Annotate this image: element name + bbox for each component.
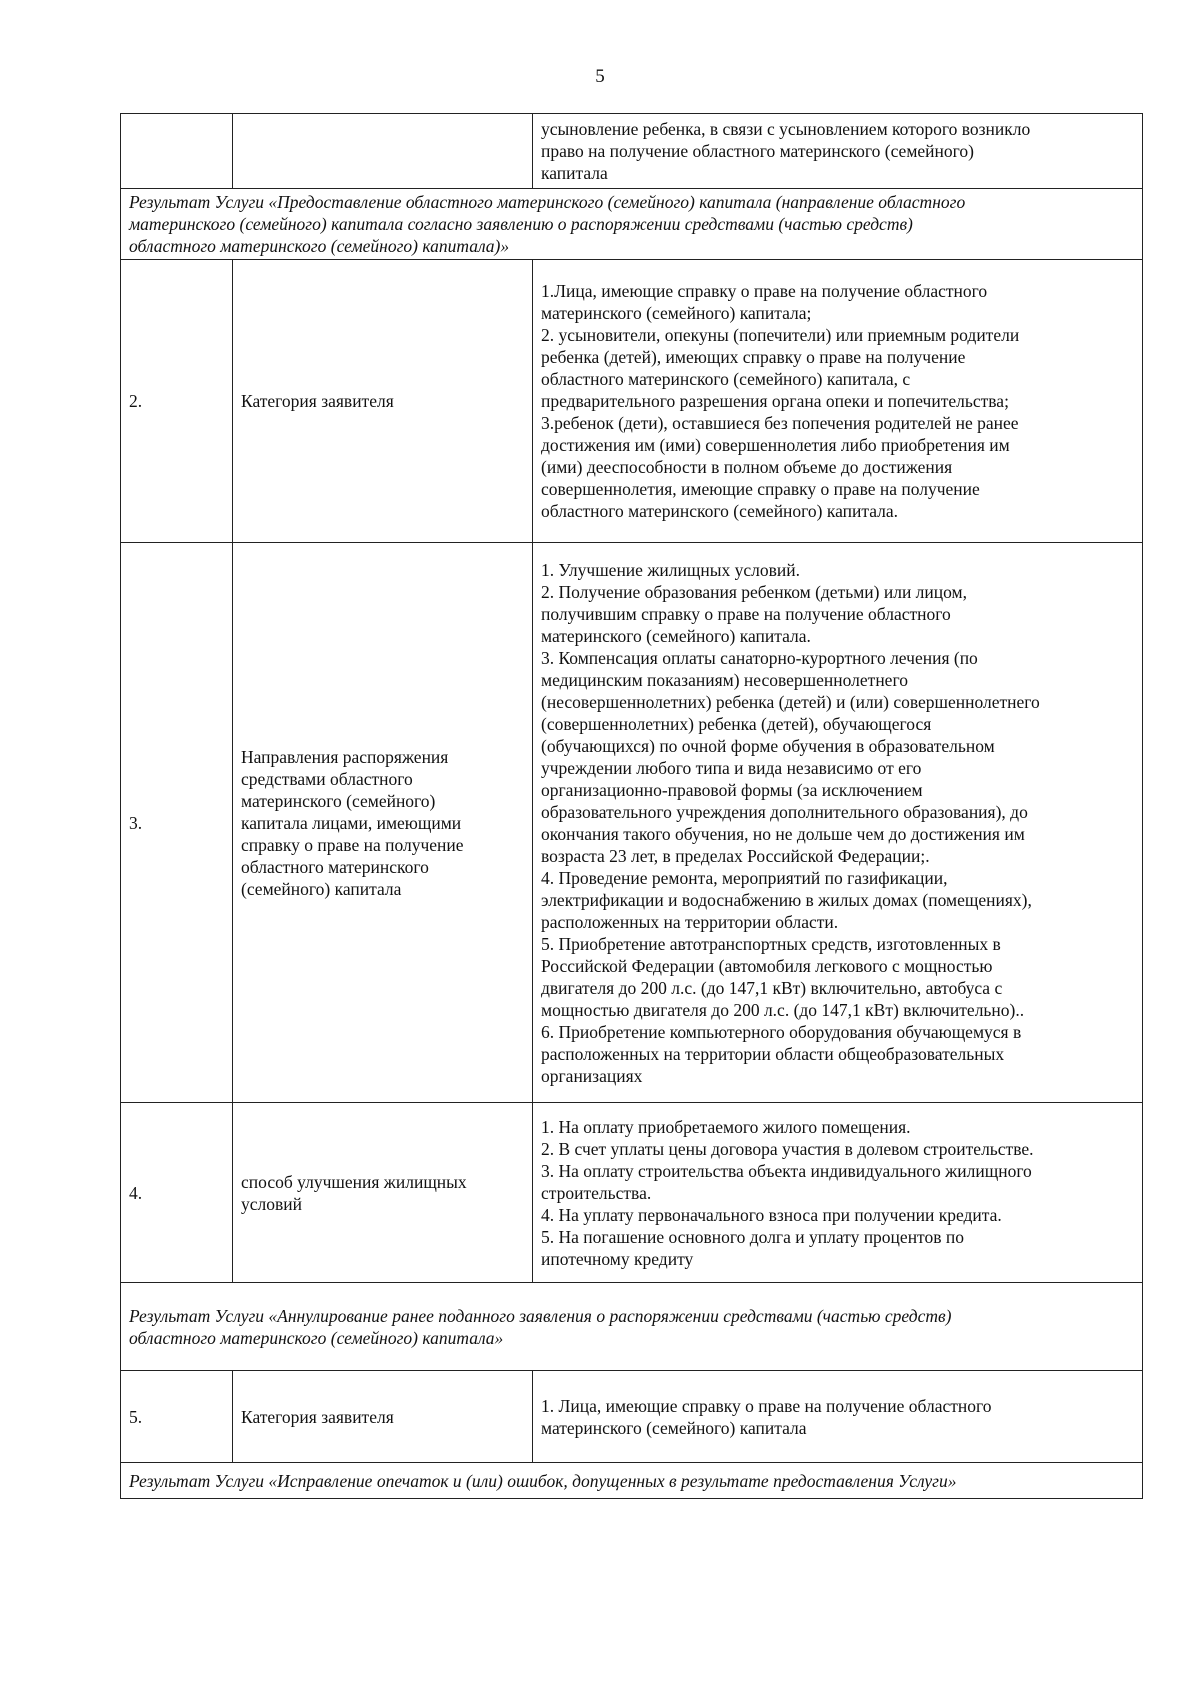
row-label: Категория заявителя [233,1371,533,1463]
section-header-annulment [121,1283,1143,1371]
row-content: 1. Лица, имеющие справку о праве на получение областного материнского (семейного) капитала [533,1371,1143,1463]
service-results-table [120,113,1142,1499]
num-cell [121,114,233,189]
row-number: 2. [121,260,233,543]
row-label: Направления распоряжения средствами областного материнского (семейного) капитала лицами, имеющими справку о праве на получение областного материнского (семейного) капитала [233,543,533,1103]
section-header-provision [121,189,1143,260]
section-title: Результат Услуги «Предоставление областного материнского (семейного) капитала (направление областного материнского (семейного) капитала согласно заявлению о распоряжении средствами (частью средств) областного материнского (семейного) капитала)» [121,189,1143,260]
row-number: 4. [121,1103,233,1283]
table-row-2 [121,260,1143,543]
page-number: 5 [595,66,605,87]
section-title: Результат Услуги «Исправление опечаток и (или) ошибок, допущенных в результате предоставления Услуги» [121,1463,1143,1499]
section-title: Результат Услуги «Аннулирование ранее поданного заявления о распоряжении средствами (частью средств) областного материнского (семейного) капитала» [121,1283,1143,1371]
table-row-5 [121,1371,1143,1463]
section-header-corrections [121,1463,1143,1499]
row-number: 3. [121,543,233,1103]
label-cell [233,114,533,189]
row-content: 1. На оплату приобретаемого жилого помещения. 2. В счет уплаты цены договора участия в долевом строительстве. 3. На оплату строительства объекта индивидуального жилищного строительства. 4. На уплату первоначального взноса при получении кредита. 5. На погашение основного долга и уплату процентов по ипотечному кредиту [533,1103,1143,1283]
row-content: 1. Улучшение жилищных условий. 2. Получение образования ребенком (детьми) или лицом, получившим справку о праве на получение областного материнского (семейного) капитала. 3. Компенсация оплаты санаторно-курортного лечения (по медицинским показаниям) несовершеннолетнего (несовершеннолетних) ребенка (детей) и (или) совершеннолетнего (совершеннолетних) ребенка (детей), обучающегося (обучающихся) по очной форме обучения в образовательном учреждении любого типа и вида независимо от его организационно-правовой формы (за исключением образовательного учреждения дополнительного образования), до окончания такого обучения, но не дольше чем до достижения им возраста 23 лет, в пределах Российской Федерации;. 4. Проведение ремонта, мероприятий по газификации, электрификации и водоснабжению в жилых домах (помещениях), расположенных на территории области. 5. Приобретение автотранспортных средств, изготовленных в Российской Федерации (автомобиля легкового с мощностью двигателя до 200 л.с. (до 147,1 кВт) включительно, автобуса с мощностью двигателя до 200 л.с. (до 147,1 кВт) включительно).. 6. Приобретение компьютерного оборудования обучающемуся в расположенных на территории области общеобразовательных организациях [533,543,1143,1103]
row-content: 1.Лица, имеющие справку о праве на получение областного материнского (семейного) капитала; 2. усыновители, опекуны (попечители) или приемным родители ребенка (детей), имеющих справку о праве на получение областного материнского (семейного) капитала, с предварительного разрешения органа опеки и попечительства; 3.ребенок (дети), оставшиеся без попечения родителей не ранее достижения им (ими) совершеннолетия либо приобретения им (ими) дееспособности в полном объеме до достижения совершеннолетия, имеющие справку о праве на получение областного материнского (семейного) капитала. [533,260,1143,543]
table-row-3 [121,543,1143,1103]
table-row-continuation [121,114,1143,189]
row-number: 5. [121,1371,233,1463]
row-label: способ улучшения жилищных условий [233,1103,533,1283]
content-cell: усыновление ребенка, в связи с усыновлением которого возникло право на получение областного материнского (семейного) капитала [533,114,1143,189]
table-row-4 [121,1103,1143,1283]
row-label: Категория заявителя [233,260,533,543]
